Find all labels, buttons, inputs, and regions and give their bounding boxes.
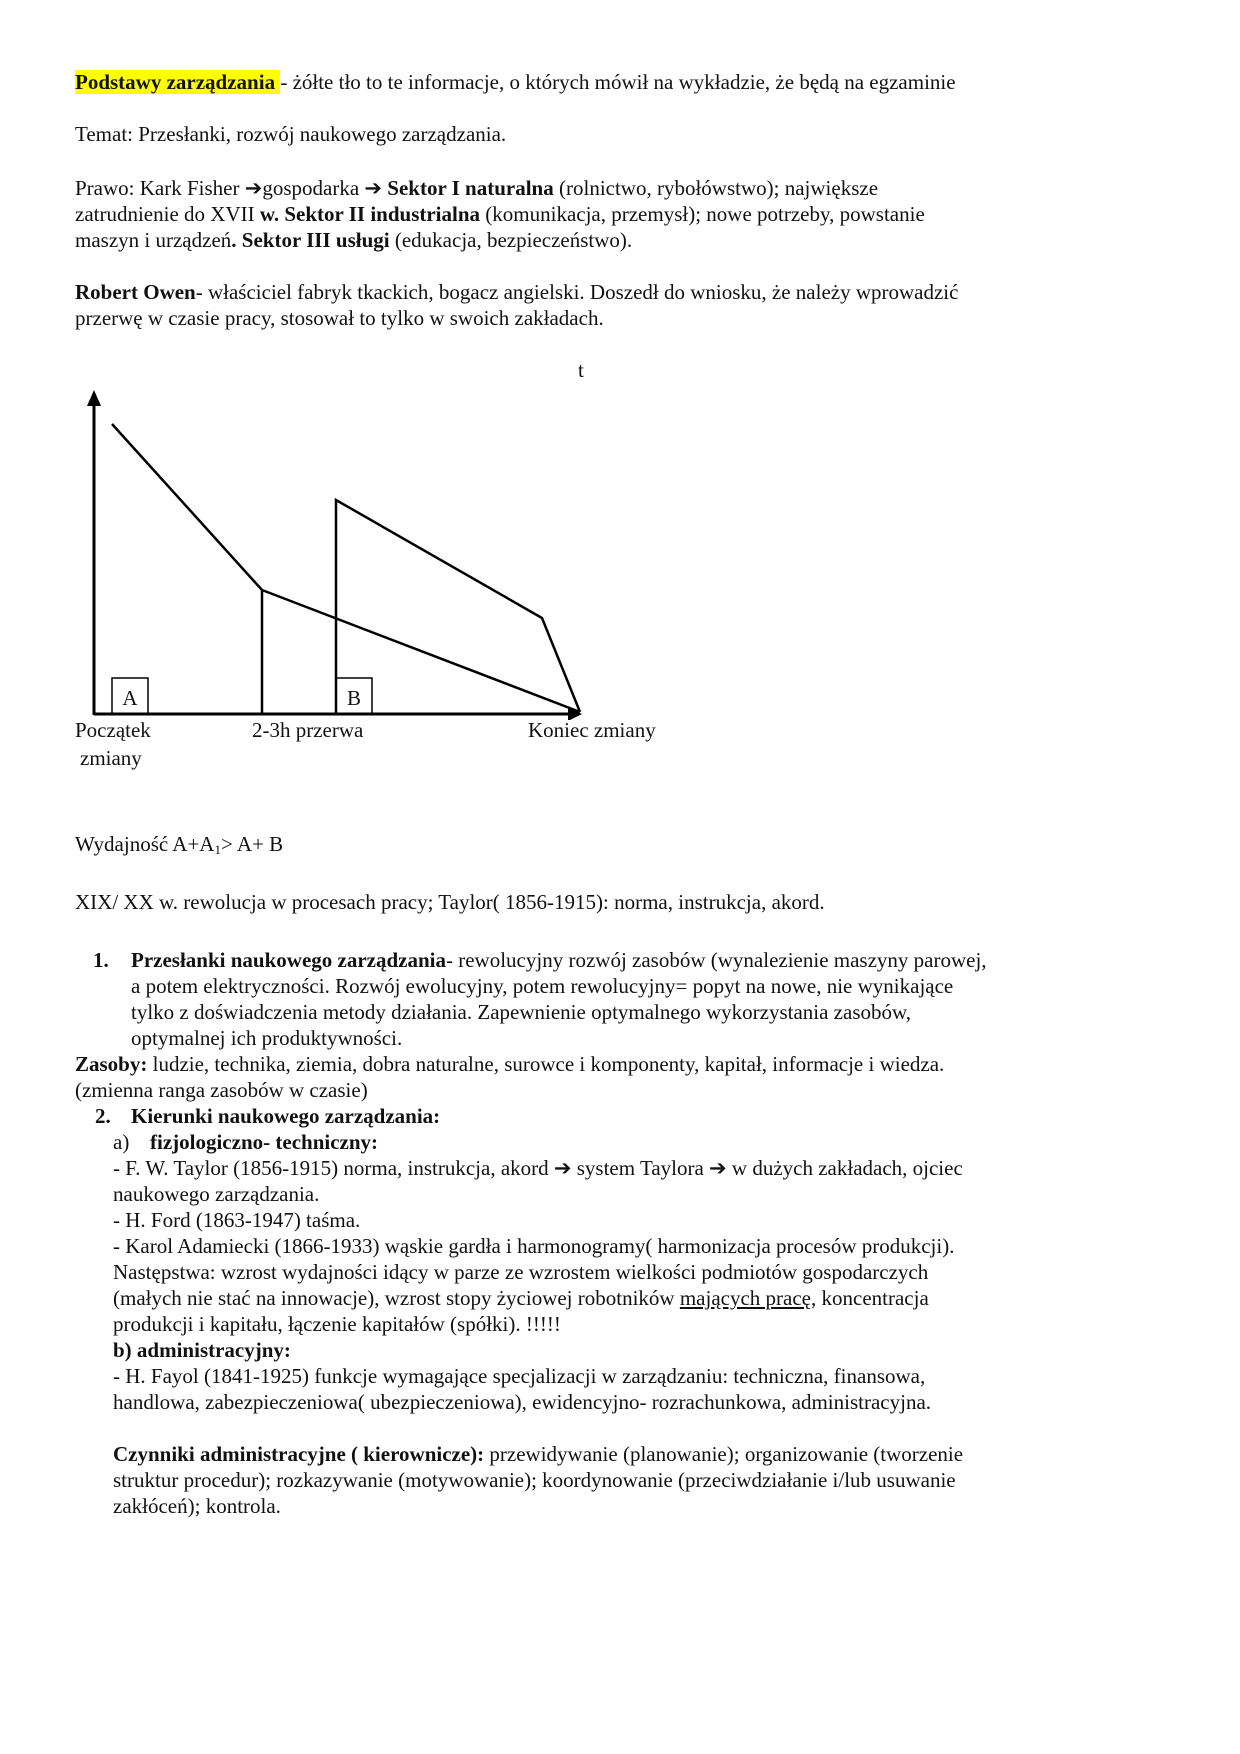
adamiecki-line: - Karol Adamiecki (1866-1933) wąskie gardła i harmonogramy( harmonizacja procesów produkcji).	[113, 1234, 955, 1258]
topic-line: Temat: Przesłanki, rozwój naukowego zarządzania.	[75, 122, 507, 146]
consequences-line-2: (małych nie stać na innowacje), wzrost stopy życiowej robotników mających pracę, koncentracja	[113, 1286, 929, 1310]
efficiency-formula: Wydajność $A+A_1> A+ B$	[75, 832, 284, 857]
factors-label: Czynniki administracyjne ( kierownicze):	[113, 1442, 485, 1466]
box-a-label: A	[122, 686, 138, 710]
law-line-2: zatrudnienie do XVII w. Sektor II industrialna (komunikacja, przemysł); nowe potrzeby, powstanie	[75, 202, 925, 226]
fayol-line-2: handlowa, zabezpieczeniowa( ubezpieczeniowa), ewidencyjno- rozrachunkowa, administracyjna.	[113, 1390, 932, 1414]
factors-line-3: zakłóceń); kontrola.	[113, 1494, 281, 1518]
taylor-line-2: naukowego zarządzania.	[113, 1182, 320, 1206]
law-line-3: maszyn i urządzeń. Sektor III usługi (edukacja, bezpieczeństwo).	[75, 228, 633, 252]
label-shift-start-2: zmiany	[80, 746, 142, 770]
shift-efficiency-diagram	[70, 390, 690, 720]
ford-line: - H. Ford (1863-1947) taśma.	[113, 1208, 361, 1232]
factors-line-2: struktur procedur); rozkazywanie (motywowanie); koordynowanie (przeciwdziałanie i/lub usuwanie	[113, 1468, 956, 1492]
factors-line-1: Czynniki administracyjne ( kierownicze): przewidywanie (planowanie); organizowanie (tworzenie	[113, 1442, 964, 1466]
owen-line-2: przerwę w czasie pracy, stosował to tylko w swoich zakładach.	[75, 306, 604, 330]
resources-line-1: Zasoby: ludzie, technika, ziemia, dobra naturalne, surowce i komponenty, kapitał, informacje i wiedza.	[75, 1052, 945, 1076]
consequences-line-3: produkcji i kapitału, łączenie kapitałów (spółki). !!!!!	[113, 1312, 561, 1336]
resources-label: Zasoby:	[75, 1052, 148, 1076]
arrow-right-icon: ➔	[709, 1156, 727, 1180]
arrow-right-icon: ➔	[244, 176, 263, 200]
fayol-line-1: - H. Fayol (1841-1925) funkcje wymagające specjalizacji w zarządzaniu: techniczna, finansowa,	[113, 1364, 926, 1388]
title-highlighted: Podstawy zarządzania	[75, 70, 281, 94]
owen-name: Robert Owen	[75, 280, 196, 304]
subsection-a-heading	[113, 1128, 378, 1156]
subsection-a-title: fizjologiczno- techniczny:	[150, 1130, 379, 1154]
section-1-heading: 1. Przesłanki naukowego zarządzania- rewolucyjny rozwój zasobów (wynalezienie maszyny parowej,	[93, 948, 987, 972]
section-1-line-2: a potem elektryczności. Rozwój ewolucyjny, potem rewolucyjny= popyt na nowe, nie wynikające	[131, 974, 954, 998]
revolution-line: XIX/ XX w. rewolucja w procesach pracy; Taylor( 1856-1915): norma, instrukcja, akord.	[75, 890, 825, 914]
owen-line-1: Robert Owen- właściciel fabryk tkackich, bogacz angielski. Doszedł do wniosku, że należy wprowadzić	[75, 280, 959, 304]
label-break: 2-3h przerwa	[252, 718, 364, 742]
subsection-b-heading: b) administracyjny:	[113, 1338, 291, 1362]
section-2-number: 2.	[95, 1104, 111, 1128]
diagram-lines	[70, 390, 690, 720]
taylor-line-1: - F. W. Taylor (1856-1915) norma, instrukcja, akord ➔ system Taylora ➔ w dużych zakładach, ojciec	[113, 1156, 963, 1180]
time-axis-label: t	[578, 358, 584, 382]
title-note: - żółte tło to te informacje, o których mówił na wykładzie, że będą na egzaminie	[280, 70, 956, 94]
resources-line-2: (zmienna ranga zasobów w czasie)	[75, 1078, 368, 1102]
arrow-right-icon: ➔	[553, 1156, 572, 1180]
section-1-number: 1.	[93, 948, 109, 972]
subsection-a-marker: a)	[113, 1130, 130, 1154]
section-1-line-3: tylko z doświadczenia metody działania. Zapewnienie optymalnego wykorzystania zasobów,	[131, 1000, 912, 1024]
section-2-title: Kierunki naukowego zarządzania:	[131, 1104, 441, 1128]
arrow-right-icon: ➔	[364, 176, 383, 200]
section-1-line-4: optymalnej ich produktywności.	[131, 1026, 403, 1050]
box-b-label: B	[346, 686, 361, 710]
section-1-title: Przesłanki naukowego zarządzania	[131, 948, 446, 972]
title-line	[75, 68, 956, 96]
section-2-heading	[95, 1102, 440, 1130]
consequences-line-1: Następstwa: wzrost wydajności idący w parze ze wzrostem wielkości podmiotów gospodarczych	[113, 1260, 929, 1284]
label-shift-start: Początek	[75, 718, 151, 742]
label-shift-end: Koniec zmiany	[528, 718, 656, 742]
law-line-1: Prawo: Kark Fisher ➔gospodarka ➔ Sektor I naturalna (rolnictwo, rybołówstwo); największe	[75, 176, 879, 200]
